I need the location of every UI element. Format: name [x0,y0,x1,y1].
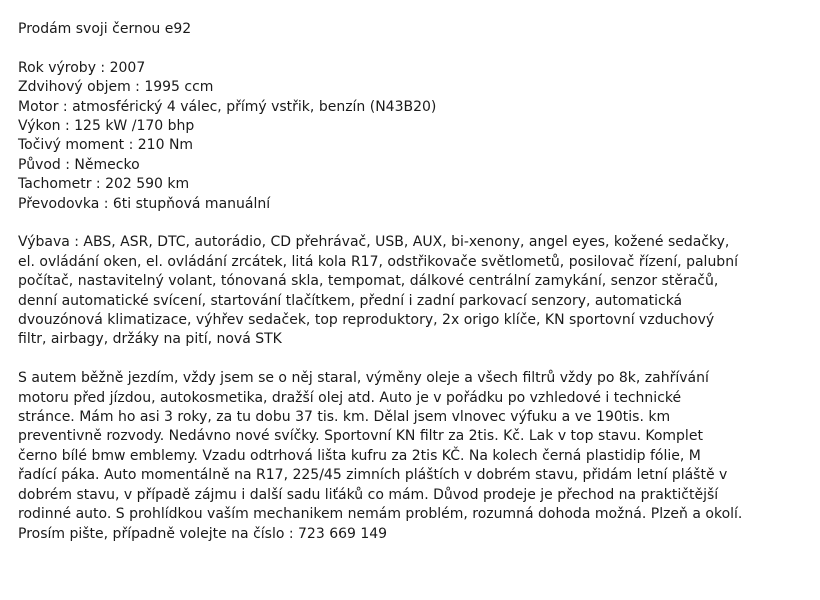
description-line: řadící páka. Auto momentálně na R17, 225/45 zimních pláštích v dobrém stavu, přidám letní pláště v [18,467,728,484]
spec-year: Rok výroby : 2007 [18,59,146,76]
spec-torque: Točivý moment : 210 Nm [18,137,194,154]
spec-origin: Původ : Německo [18,156,140,173]
spec-gearbox: Převodovka : 6ti stupňová manuální [18,195,271,212]
spacer [18,39,808,58]
equipment-line: el. ovládání oken, el. ovládání zrcátek, litá kola R17, odstřikovače světlometů, posilovač řízení, palubní [18,253,738,270]
description-line: S autem běžně jezdím, vždy jsem se o něj staral, výměny oleje a všech filtrů vždy po 8k, zahřívání [18,370,709,387]
contact-line: Prosím pište, případně volejte na číslo : 723 669 149 [18,525,388,542]
spec-mileage: Tachometr : 202 590 km [18,176,190,193]
equipment-line: Výbava : ABS, ASR, DTC, autorádio, CD přehrávač, USB, AUX, bi-xenony, angel eyes, kožené sedačky, [18,234,730,251]
description-line: motoru před jízdou, autokosmetika, dražší olej atd. Auto je v pořádku po vzhledové i technické [18,389,682,406]
description-line: stránce. Mám ho asi 3 roky, za tu dobu 37 tis. km. Dělal jsem vlnovec výfuku a ve 190tis. km [18,409,671,426]
equipment-line: denní automatické svícení, startování tlačítkem, přední i zadní parkovací senzory, automatická [18,292,683,309]
equipment-line: filtr, airbagy, držáky na pití, nová STK [18,331,282,348]
equipment-line: dvouzónová klimatizace, výhřev sedaček, top reproduktory, 2x origo klíče, KN sportovní vzduchový [18,312,715,329]
equipment-line: počítač, nastavitelný volant, tónovaná skla, tempomat, dálkové centrální zamykání, senzor stěračů, [18,273,719,290]
listing-text [18,20,808,544]
spec-engine: Motor : atmosférický 4 válec, přímý vstřik, benzín (N43B20) [18,98,437,115]
spacer [18,350,808,369]
spec-displacement: Zdvihový objem : 1995 ccm [18,79,214,96]
spec-power: Výkon : 125 kW /170 bhp [18,118,195,135]
description-line: černo bílé bmw emblemy. Vzadu odtrhová lišta kufru za 2tis KČ. Na kolech černá plastidip fólie, M [18,447,701,464]
listing-title: Prodám svoji černou e92 [18,21,192,37]
description-line: preventivně rozvody. Nedávno nové svíčky. Sportovní KN filtr za 2tis. Kč. Lak v top stavu. Komplet [18,428,703,445]
spacer [18,214,808,233]
description-line: rodinné auto. S prohlídkou vaším mechanikem nemám problém, rozumná dohoda možná. Plzeň a okolí. [18,506,743,523]
description-line: dobrém stavu, v případě zájmu i další sadu liťáků co mám. Důvod prodeje je přechod na praktičtější [18,486,719,503]
